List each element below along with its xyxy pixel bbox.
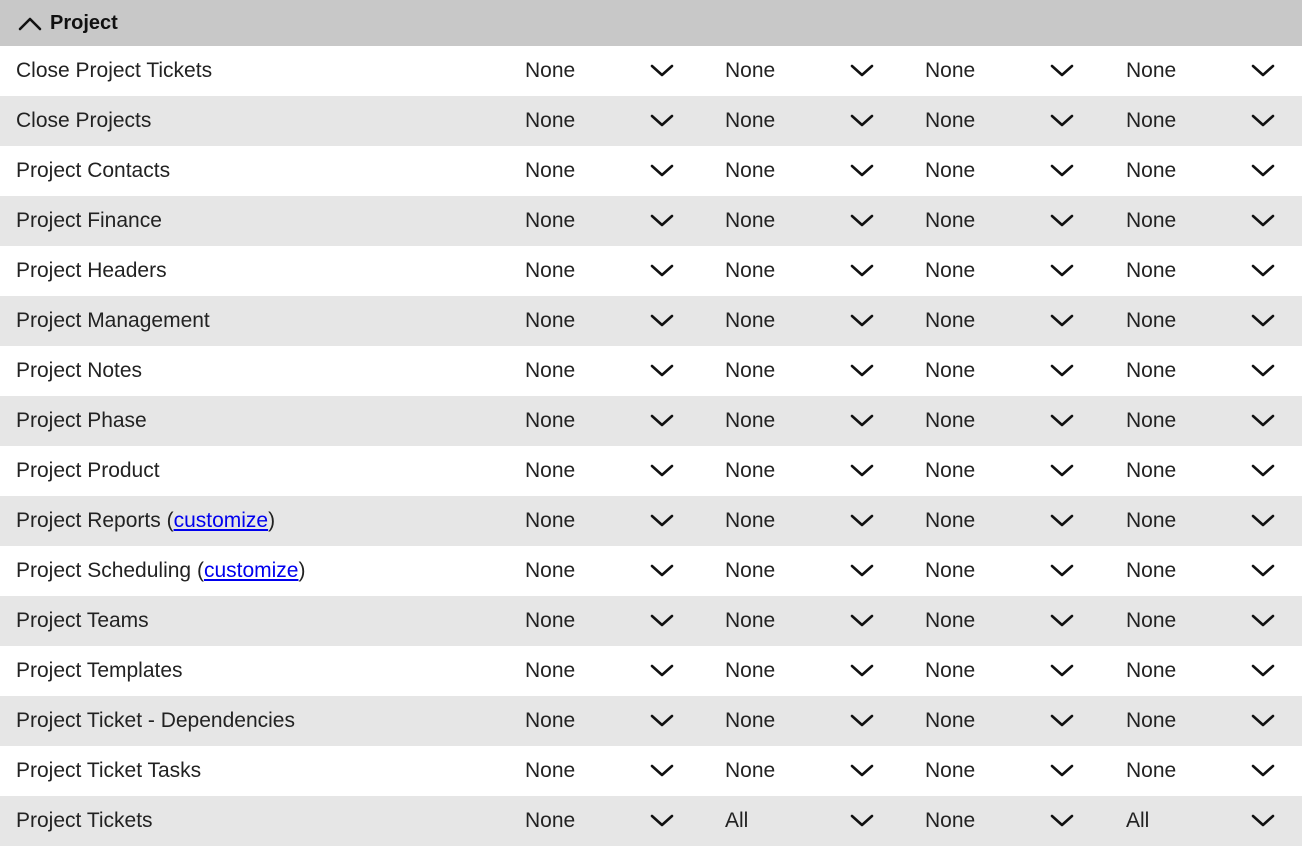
select-value: None [525, 159, 576, 182]
table-row [0, 696, 1302, 746]
permission-select[interactable] [725, 96, 875, 146]
chevron-down-icon [1250, 210, 1276, 230]
chevron-down-icon [1049, 310, 1075, 330]
permission-select[interactable] [525, 596, 675, 646]
paren-close: ) [298, 559, 306, 582]
select-value: None [525, 109, 576, 132]
select-value: None [1126, 509, 1177, 532]
permission-select[interactable] [725, 296, 875, 346]
select-value: None [925, 209, 976, 232]
permission-select[interactable] [725, 46, 875, 96]
select-value: None [925, 709, 976, 732]
select-value: None [725, 559, 776, 582]
chevron-down-icon [849, 460, 875, 480]
chevron-down-icon [1250, 460, 1276, 480]
select-value: None [1126, 609, 1177, 632]
chevron-down-icon [1250, 260, 1276, 280]
select-value: None [1126, 709, 1177, 732]
select-value: None [925, 459, 976, 482]
chevron-down-icon [1250, 560, 1276, 580]
row-label-text: Project Reports [16, 509, 161, 532]
row-label-text: Close Project Tickets [16, 59, 213, 82]
select-value: None [725, 509, 776, 532]
row-label [16, 759, 201, 783]
select-value: None [1126, 559, 1177, 582]
select-value: None [525, 59, 576, 82]
select-value: None [725, 409, 776, 432]
chevron-down-icon [1250, 610, 1276, 630]
permission-select[interactable] [1126, 696, 1276, 746]
chevron-down-icon [1049, 510, 1075, 530]
row-label-text: Project Product [16, 459, 160, 482]
permission-select[interactable] [1126, 396, 1276, 446]
table-row [0, 796, 1302, 846]
paren-close: ) [268, 509, 276, 532]
row-label-text: Project Teams [16, 609, 149, 632]
permission-select[interactable] [925, 446, 1075, 496]
select-value: None [525, 809, 576, 832]
chevron-down-icon [1049, 60, 1075, 80]
row-label [16, 159, 170, 183]
customize-link[interactable]: customize [173, 509, 269, 532]
permission-select[interactable] [1126, 46, 1276, 96]
row-label [16, 659, 183, 683]
table-row [0, 646, 1302, 696]
row-label-text: Project Management [16, 309, 210, 332]
permissions-table [0, 46, 1302, 846]
permission-select[interactable] [525, 546, 675, 596]
select-value: None [525, 559, 576, 582]
select-value: All [725, 809, 749, 832]
select-value: None [1126, 59, 1177, 82]
permission-select[interactable] [1126, 196, 1276, 246]
table-row [0, 546, 1302, 596]
chevron-down-icon [1049, 460, 1075, 480]
row-label [16, 509, 275, 533]
chevron-down-icon [1049, 560, 1075, 580]
permission-select[interactable] [1126, 246, 1276, 296]
permission-select[interactable] [925, 796, 1075, 846]
chevron-down-icon [1250, 160, 1276, 180]
customize-link[interactable]: customize [203, 559, 299, 582]
permission-select[interactable] [925, 596, 1075, 646]
permission-select[interactable] [725, 396, 875, 446]
table-row [0, 596, 1302, 646]
chevron-down-icon [849, 360, 875, 380]
select-value: None [725, 609, 776, 632]
select-value: None [925, 809, 976, 832]
select-value: None [1126, 159, 1177, 182]
permission-select[interactable] [725, 696, 875, 746]
row-label [16, 59, 212, 83]
chevron-down-icon [1250, 710, 1276, 730]
chevron-down-icon [849, 410, 875, 430]
permission-select[interactable] [725, 746, 875, 796]
chevron-down-icon [649, 60, 675, 80]
permission-select[interactable] [725, 146, 875, 196]
row-label [16, 209, 162, 233]
chevron-down-icon [1250, 410, 1276, 430]
row-label [16, 559, 305, 583]
row-label-text: Project Headers [16, 259, 167, 282]
table-row [0, 446, 1302, 496]
row-label [16, 809, 153, 833]
chevron-down-icon [1250, 360, 1276, 380]
select-value: None [525, 359, 576, 382]
table-row [0, 196, 1302, 246]
permission-select[interactable] [525, 496, 675, 546]
select-value: None [525, 409, 576, 432]
table-row [0, 46, 1302, 96]
permission-select[interactable] [925, 346, 1075, 396]
permission-select[interactable] [525, 746, 675, 796]
permission-select[interactable] [525, 246, 675, 296]
row-label [16, 459, 160, 483]
chevron-down-icon [1250, 510, 1276, 530]
row-label-text: Close Projects [16, 109, 152, 132]
permission-select[interactable] [925, 746, 1075, 796]
permission-select[interactable] [525, 646, 675, 696]
chevron-down-icon [1049, 260, 1075, 280]
row-label-text: Project Finance [16, 209, 162, 232]
select-value: None [925, 159, 976, 182]
row-label-text: Project Templates [16, 659, 183, 682]
select-value: None [1126, 759, 1177, 782]
table-row [0, 96, 1302, 146]
select-value: None [525, 259, 576, 282]
select-value: None [1126, 309, 1177, 332]
chevron-down-icon [649, 160, 675, 180]
permission-select[interactable] [925, 296, 1075, 346]
permission-select[interactable] [725, 546, 875, 596]
permission-select[interactable] [925, 46, 1075, 96]
select-value: None [925, 259, 976, 282]
select-value: None [925, 659, 976, 682]
select-value: None [925, 559, 976, 582]
chevron-down-icon [849, 760, 875, 780]
table-row [0, 296, 1302, 346]
permission-select[interactable] [925, 196, 1075, 246]
permission-select[interactable] [525, 196, 675, 246]
row-label-text: Project Ticket - Dependencies [16, 709, 295, 732]
select-value: None [1126, 659, 1177, 682]
chevron-down-icon [649, 710, 675, 730]
chevron-down-icon [1049, 710, 1075, 730]
permission-select[interactable] [1126, 546, 1276, 596]
row-label-text: Project Notes [16, 359, 143, 382]
permission-select[interactable] [525, 46, 675, 96]
chevron-down-icon [649, 360, 675, 380]
chevron-down-icon [849, 160, 875, 180]
select-value: None [525, 509, 576, 532]
chevron-down-icon [1250, 110, 1276, 130]
select-value: None [525, 309, 576, 332]
permission-select[interactable] [725, 496, 875, 546]
chevron-down-icon [649, 660, 675, 680]
row-label [16, 359, 142, 383]
chevron-down-icon [1250, 310, 1276, 330]
select-value: None [925, 609, 976, 632]
select-value: None [925, 359, 976, 382]
section-header-project[interactable] [0, 0, 1302, 46]
permission-select[interactable] [925, 696, 1075, 746]
permission-select[interactable] [925, 496, 1075, 546]
chevron-down-icon [849, 260, 875, 280]
select-value: None [725, 259, 776, 282]
paren-open: ( [160, 509, 174, 532]
permission-select[interactable] [525, 446, 675, 496]
chevron-down-icon [849, 560, 875, 580]
select-value: None [525, 709, 576, 732]
permission-select[interactable] [725, 346, 875, 396]
select-value: None [1126, 359, 1177, 382]
chevron-down-icon [649, 560, 675, 580]
chevron-down-icon [849, 660, 875, 680]
chevron-down-icon [649, 510, 675, 530]
table-row [0, 346, 1302, 396]
permission-select[interactable] [925, 646, 1075, 696]
chevron-down-icon [1049, 760, 1075, 780]
section-title: Project [50, 11, 118, 34]
chevron-down-icon [1049, 210, 1075, 230]
permission-select[interactable] [525, 396, 675, 446]
chevron-down-icon [649, 260, 675, 280]
select-value: None [1126, 109, 1177, 132]
permission-select[interactable] [525, 296, 675, 346]
select-value: None [725, 59, 776, 82]
permission-select[interactable] [525, 796, 675, 846]
select-value: None [525, 209, 576, 232]
row-label-text: Project Phase [16, 409, 147, 432]
row-label [16, 109, 151, 133]
chevron-down-icon [649, 110, 675, 130]
row-label-text: Project Contacts [16, 159, 171, 182]
select-value: None [1126, 259, 1177, 282]
select-value: None [1126, 409, 1177, 432]
select-value: None [725, 159, 776, 182]
paren-open: ( [191, 559, 204, 582]
select-value: None [725, 109, 776, 132]
select-value: None [925, 309, 976, 332]
chevron-down-icon [649, 810, 675, 830]
row-label-text: Project Ticket Tasks [16, 759, 202, 782]
permission-select[interactable] [1126, 346, 1276, 396]
chevron-down-icon [649, 610, 675, 630]
row-label-text: Project Scheduling [16, 559, 192, 582]
permission-select[interactable] [1126, 446, 1276, 496]
chevron-down-icon [1049, 160, 1075, 180]
chevron-down-icon [1250, 810, 1276, 830]
chevron-down-icon [849, 810, 875, 830]
select-value: None [925, 109, 976, 132]
permission-select[interactable] [725, 646, 875, 696]
permission-select[interactable] [725, 796, 875, 846]
permission-select[interactable] [525, 146, 675, 196]
permission-select[interactable] [525, 346, 675, 396]
select-value: None [525, 459, 576, 482]
select-value: None [725, 759, 776, 782]
chevron-down-icon [1250, 60, 1276, 80]
select-value: None [725, 459, 776, 482]
chevron-down-icon [849, 310, 875, 330]
select-value: None [1126, 459, 1177, 482]
chevron-down-icon [1049, 610, 1075, 630]
permission-select[interactable] [725, 246, 875, 296]
chevron-down-icon [849, 510, 875, 530]
permission-select[interactable] [525, 696, 675, 746]
select-value: None [725, 359, 776, 382]
chevron-down-icon [1049, 410, 1075, 430]
select-value: None [1126, 209, 1177, 232]
permission-select[interactable] [925, 546, 1075, 596]
chevron-down-icon [1049, 360, 1075, 380]
table-row [0, 396, 1302, 446]
row-label [16, 409, 147, 433]
select-value: None [725, 709, 776, 732]
permission-select[interactable] [725, 196, 875, 246]
chevron-down-icon [649, 210, 675, 230]
row-label [16, 709, 295, 733]
chevron-down-icon [649, 310, 675, 330]
permission-select[interactable] [1126, 146, 1276, 196]
permission-select[interactable] [525, 96, 675, 146]
row-label [16, 609, 149, 633]
chevron-down-icon [849, 610, 875, 630]
table-row [0, 746, 1302, 796]
select-value: None [525, 609, 576, 632]
select-value: None [525, 659, 576, 682]
permission-select[interactable] [1126, 496, 1276, 546]
chevron-down-icon [1250, 760, 1276, 780]
chevron-down-icon [649, 460, 675, 480]
chevron-down-icon [1049, 810, 1075, 830]
permission-select[interactable] [1126, 796, 1276, 846]
select-value: None [525, 759, 576, 782]
permission-select[interactable] [925, 396, 1075, 446]
chevron-down-icon [649, 410, 675, 430]
permission-select[interactable] [725, 446, 875, 496]
select-value: None [925, 509, 976, 532]
select-value: None [725, 309, 776, 332]
chevron-down-icon [1049, 110, 1075, 130]
chevron-down-icon [849, 210, 875, 230]
permission-select[interactable] [725, 596, 875, 646]
permission-select[interactable] [1126, 596, 1276, 646]
table-row [0, 246, 1302, 296]
permission-select[interactable] [1126, 746, 1276, 796]
chevron-down-icon [849, 710, 875, 730]
select-value: None [925, 59, 976, 82]
select-value: None [925, 759, 976, 782]
chevron-down-icon [849, 110, 875, 130]
table-row [0, 496, 1302, 546]
chevron-up-icon [18, 14, 42, 32]
chevron-down-icon [1250, 660, 1276, 680]
chevron-down-icon [849, 60, 875, 80]
permission-select[interactable] [925, 96, 1075, 146]
permission-select[interactable] [1126, 96, 1276, 146]
permission-select[interactable] [1126, 296, 1276, 346]
select-value: None [725, 209, 776, 232]
chevron-down-icon [1049, 660, 1075, 680]
permission-select[interactable] [925, 146, 1075, 196]
select-value: All [1126, 809, 1150, 832]
permission-select[interactable] [1126, 646, 1276, 696]
row-label [16, 309, 210, 333]
chevron-down-icon [649, 760, 675, 780]
table-row [0, 146, 1302, 196]
select-value: None [725, 659, 776, 682]
permission-select[interactable] [925, 246, 1075, 296]
row-label [16, 259, 167, 283]
select-value: None [925, 409, 976, 432]
row-label-text: Project Tickets [16, 809, 153, 832]
